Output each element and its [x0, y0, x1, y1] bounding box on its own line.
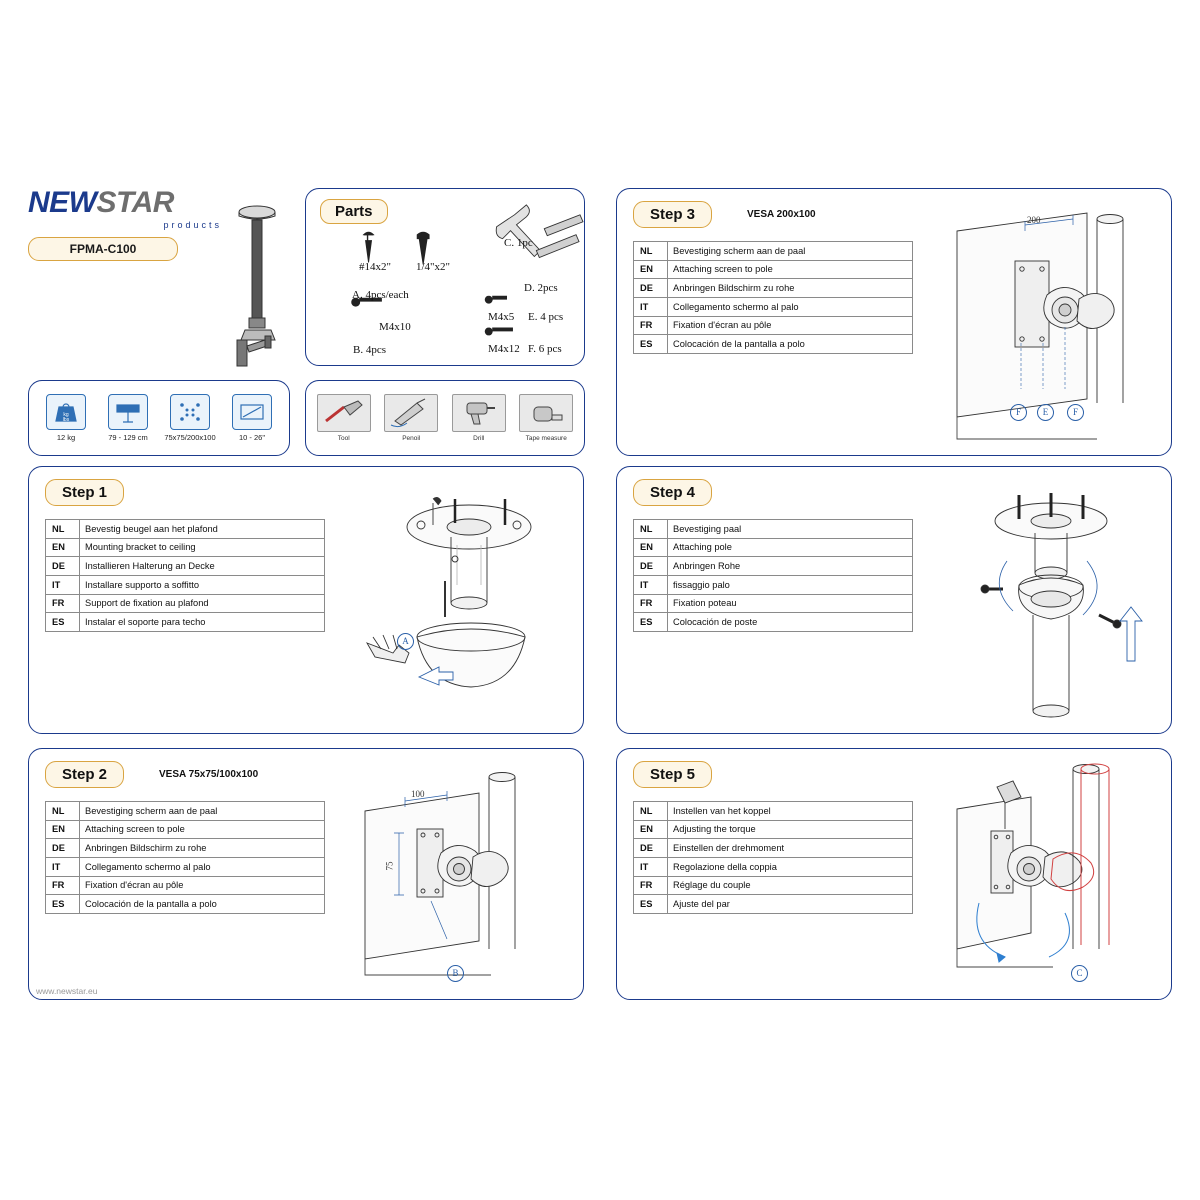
part-f-spec: M4x12 [488, 343, 520, 355]
step-3-lang-text-0: Bevestiging scherm aan de paal [668, 242, 913, 261]
step-1-illustration [359, 485, 581, 717]
step-2-lang-code-1: EN [46, 820, 80, 839]
step-1-lang-code-1: EN [46, 538, 80, 557]
table-row [634, 895, 913, 914]
brand-name-star: STAR [96, 186, 174, 219]
model-badge: FPMA-C100 [28, 237, 178, 261]
drill-icon [452, 394, 506, 432]
spec-vesa [162, 394, 218, 442]
step-4-lang-code-4: FR [634, 594, 668, 613]
table-row [634, 316, 913, 335]
step-4-panel [616, 466, 1172, 734]
step-5-lang-text-5: Ajuste del par [668, 895, 913, 914]
step-2-lang-code-0: NL [46, 802, 80, 821]
step-2-illustration [359, 771, 581, 991]
table-row [46, 576, 325, 595]
step-1-panel [28, 466, 584, 734]
table-row [634, 839, 913, 858]
spec-weight-label: 12 kg [56, 433, 76, 442]
callout-f2: F [1067, 404, 1084, 421]
callout-f1: F [1010, 404, 1027, 421]
step-5-tag: Step 5 [633, 761, 712, 788]
table-row [634, 335, 913, 354]
table-row [46, 895, 325, 914]
part-b-spec: M4x10 [379, 321, 411, 333]
table-row [634, 820, 913, 839]
step-1-tag: Step 1 [45, 479, 124, 506]
table-row [634, 260, 913, 279]
step-3-language-table [633, 241, 913, 354]
part-b-qty: B. 4pcs [353, 344, 386, 356]
step-2-lang-text-1: Attaching screen to pole [80, 820, 325, 839]
weight-icon [46, 394, 86, 430]
step-4-lang-text-4: Fixation poteau [668, 594, 913, 613]
step-3-illustration [947, 203, 1169, 447]
step-2-lang-text-4: Fixation d'écran au pôle [80, 876, 325, 895]
spec-height-label: 79 - 129 cm [108, 433, 148, 442]
step-2-lang-text-3: Collegamento schermo al palo [80, 858, 325, 877]
step-4-lang-code-2: DE [634, 557, 668, 576]
step-3-lang-text-4: Fixation d'écran au pôle [668, 316, 913, 335]
step-2-lang-code-4: FR [46, 876, 80, 895]
table-row [46, 520, 325, 539]
table-row [46, 557, 325, 576]
step-3-lang-text-2: Anbringen Bildschirm zu rohe [668, 279, 913, 298]
step-4-tag: Step 4 [633, 479, 712, 506]
brand-tagline: products [163, 220, 222, 230]
step-2-lang-text-5: Colocación de la pantalla a polo [80, 895, 325, 914]
step-5-lang-text-0: Instellen van het koppel [668, 802, 913, 821]
step-1-lang-code-2: DE [46, 557, 80, 576]
step-2-vesa: VESA 75x75/100x100 [159, 769, 259, 780]
height-range-icon [108, 394, 148, 430]
step-1-lang-text-3: Installare supporto a soffitto [80, 576, 325, 595]
step-2-lang-text-2: Anbringen Bildschirm zu rohe [80, 839, 325, 858]
step-5-lang-code-1: EN [634, 820, 668, 839]
step-2-panel [28, 748, 584, 1000]
step-5-lang-code-0: NL [634, 802, 668, 821]
pencil-icon [384, 394, 438, 432]
step-3-lang-code-0: NL [634, 242, 668, 261]
step-2-language-table [45, 801, 325, 914]
table-row [46, 802, 325, 821]
spec-screen-label: 10 - 26" [238, 433, 265, 442]
table-row [634, 802, 913, 821]
step-4-lang-text-1: Attaching pole [668, 538, 913, 557]
tool-tape-label: Tape measure [525, 435, 567, 442]
step-3-dim-200: 200 [1027, 215, 1041, 225]
callout-e: E [1037, 404, 1054, 421]
step-5-lang-code-4: FR [634, 876, 668, 895]
step-1-lang-text-4: Support de fixation au plafond [80, 594, 325, 613]
step-3-lang-code-1: EN [634, 260, 668, 279]
step-3-lang-text-1: Attaching screen to pole [668, 260, 913, 279]
step-3-tag: Step 3 [633, 201, 712, 228]
callout-c: C [1071, 965, 1088, 982]
table-row [634, 576, 913, 595]
step-4-lang-code-1: EN [634, 538, 668, 557]
svg-text:lbs: lbs [62, 417, 70, 423]
table-row [634, 594, 913, 613]
table-row [46, 858, 325, 877]
step-2-lang-code-3: IT [46, 858, 80, 877]
table-row [46, 839, 325, 858]
callout-a: A [397, 633, 414, 650]
step-2-tag: Step 2 [45, 761, 124, 788]
table-row [634, 557, 913, 576]
part-a-qty: A. 4pcs/each [352, 289, 409, 301]
step-4-lang-text-3: fissaggio palo [668, 576, 913, 595]
step-1-lang-text-5: Instalar el soporte para techo [80, 613, 325, 632]
step-5-language-table [633, 801, 913, 914]
part-a-spec1: #14x2" [359, 261, 391, 273]
table-row [634, 520, 913, 539]
part-c-qty: C. 1pc [504, 237, 533, 249]
step-3-lang-code-4: FR [634, 316, 668, 335]
part-e-spec: M4x5 [488, 311, 515, 323]
step-3-vesa: VESA 200x100 [747, 209, 816, 220]
table-row [46, 613, 325, 632]
spec-strip [28, 380, 290, 456]
table-row [46, 538, 325, 557]
tool-pencil [382, 394, 440, 442]
step-5-lang-text-4: Réglage du couple [668, 876, 913, 895]
brand-block [28, 188, 228, 261]
step-4-lang-code-3: IT [634, 576, 668, 595]
step-5-lang-text-1: Adjusting the torque [668, 820, 913, 839]
step-5-lang-text-2: Einstellen der drehmoment [668, 839, 913, 858]
table-row [634, 242, 913, 261]
step-3-lang-code-2: DE [634, 279, 668, 298]
part-e-qty: E. 4 pcs [528, 311, 564, 323]
vesa-pattern-icon [170, 394, 210, 430]
tool-drill [450, 394, 508, 442]
step-1-lang-code-3: IT [46, 576, 80, 595]
step-4-lang-text-2: Anbringen Rohe [668, 557, 913, 576]
step-3-lang-code-5: ES [634, 335, 668, 354]
brand-wordmark [28, 188, 228, 218]
step-1-lang-text-2: Installieren Halterung an Decke [80, 557, 325, 576]
parts-title: Parts [320, 199, 388, 224]
spec-screen [224, 394, 280, 442]
table-row [634, 613, 913, 632]
step-4-lang-code-5: ES [634, 613, 668, 632]
table-row [634, 858, 913, 877]
step-1-lang-text-0: Bevestig beugel aan het plafond [80, 520, 325, 539]
tool-screwdriver-label: Tool [337, 435, 350, 442]
step-5-lang-code-3: IT [634, 858, 668, 877]
step-5-lang-code-5: ES [634, 895, 668, 914]
step-1-lang-code-5: ES [46, 613, 80, 632]
screwdriver-icon [317, 394, 371, 432]
tape-measure-icon [519, 394, 573, 432]
table-row [634, 876, 913, 895]
tool-pencil-label: Penoil [402, 435, 421, 442]
part-f-qty: F. 6 pcs [528, 343, 562, 355]
step-3-lang-text-3: Collegamento schermo al palo [668, 298, 913, 317]
screen-size-icon [232, 394, 272, 430]
step-5-illustration [953, 763, 1169, 995]
step-1-language-table [45, 519, 325, 632]
step-4-lang-text-5: Colocación de poste [668, 613, 913, 632]
step-4-lang-code-0: NL [634, 520, 668, 539]
footer-website[interactable]: www.newstar.eu [36, 986, 98, 996]
step-1-lang-code-0: NL [46, 520, 80, 539]
step-1-lang-code-4: FR [46, 594, 80, 613]
step-4-illustration [947, 481, 1169, 725]
svg-text:kg: kg [63, 412, 69, 418]
tool-tape [517, 394, 575, 442]
table-row [634, 279, 913, 298]
table-row [46, 820, 325, 839]
step-4-lang-text-0: Bevestiging paal [668, 520, 913, 539]
step-2-lang-code-2: DE [46, 839, 80, 858]
table-row [634, 538, 913, 557]
step-2-lang-code-5: ES [46, 895, 80, 914]
table-row [46, 876, 325, 895]
step-3-lang-code-3: IT [634, 298, 668, 317]
step-3-lang-text-5: Colocación de la pantalla a polo [668, 335, 913, 354]
step-2-dim-75: 75 [384, 861, 395, 871]
part-a-spec2: 1/4"x2" [416, 261, 451, 273]
tool-drill-label: Drill [473, 435, 485, 442]
tool-screwdriver [315, 394, 373, 442]
table-row [634, 298, 913, 317]
spec-height [100, 394, 156, 442]
callout-b: B [447, 965, 464, 982]
brand-name-new: NEW [28, 186, 97, 219]
step-2-lang-text-0: Bevestiging scherm aan de paal [80, 802, 325, 821]
table-row [46, 594, 325, 613]
spec-weight [38, 394, 94, 442]
product-illustration [215, 190, 305, 370]
part-d-qty: D. 2pcs [524, 282, 558, 294]
step-4-language-table [633, 519, 913, 632]
parts-illustration [306, 189, 584, 366]
step-5-lang-text-3: Regolazione della coppia [668, 858, 913, 877]
step-5-lang-code-2: DE [634, 839, 668, 858]
step-5-panel [616, 748, 1172, 1000]
tools-strip [305, 380, 585, 456]
spec-vesa-label: 75x75/200x100 [164, 433, 216, 442]
step-1-lang-text-1: Mounting bracket to ceiling [80, 538, 325, 557]
step-3-panel [616, 188, 1172, 456]
parts-panel [305, 188, 585, 366]
step-2-dim-100: 100 [411, 789, 425, 799]
